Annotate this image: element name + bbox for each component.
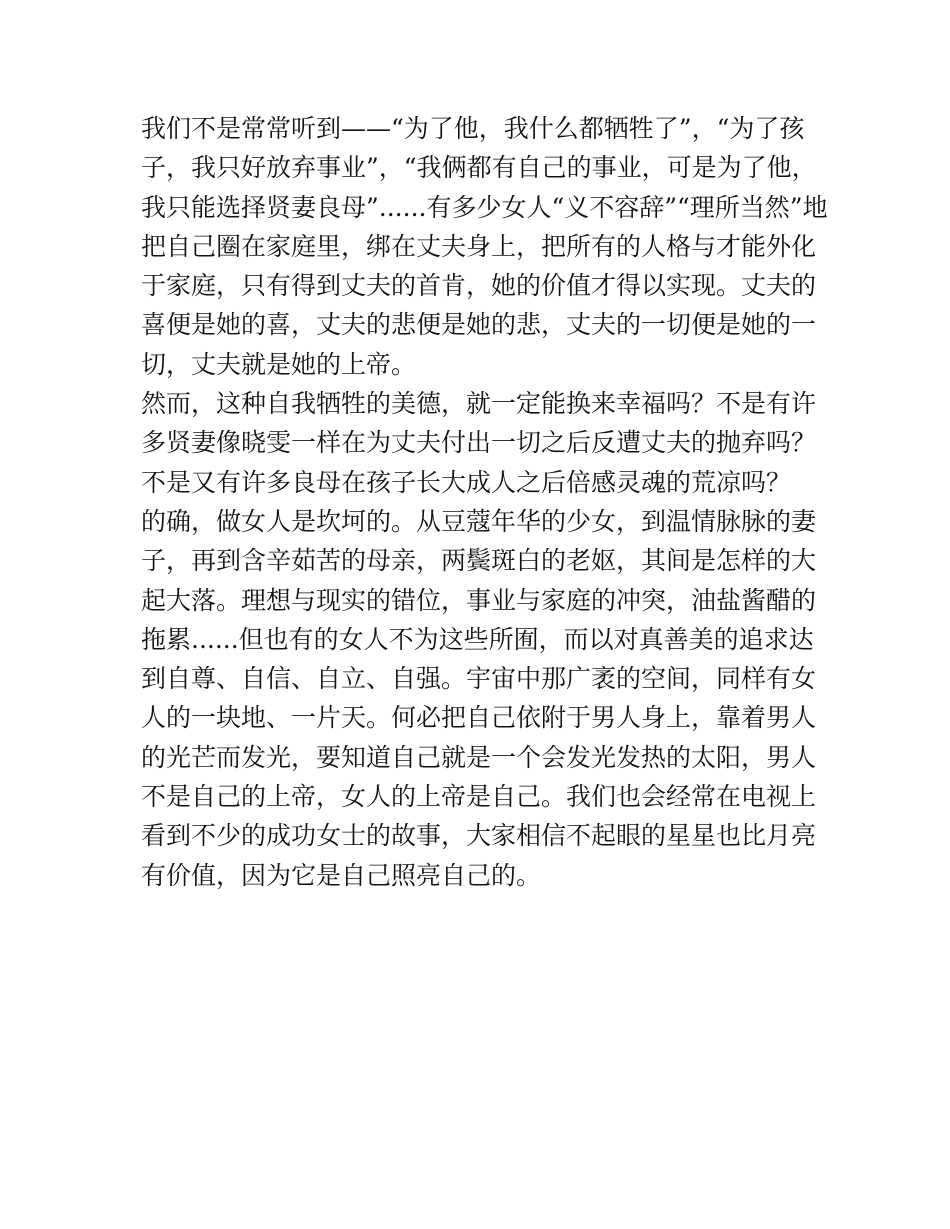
text-line: 人的一块地、一片天。何必把自己依附于男人身上，靠着男人 <box>141 703 817 733</box>
text-line: 到自尊、自信、自立、自强。宇宙中那广袤的空间，同样有女 <box>141 664 817 694</box>
text-line: 于家庭，只有得到丈夫的首肯，她的价值才得以实现。丈夫的 <box>141 271 817 301</box>
text-line: 的光芒而发光，要知道自己就是一个会发光发热的太阳，男人 <box>141 742 817 772</box>
text-line: 我们不是常常听到——“为了他，我什么都牺牲了”，“为了孩 <box>141 114 805 143</box>
text-line: 看到不少的成功女士的故事，大家相信不起眼的星星也比月亮 <box>141 821 817 851</box>
text-line: 多贤妻像晓雯一样在为丈夫付出一切之后反遭丈夫的抛弃吗？ <box>141 428 817 458</box>
text-line: 把自己圈在家庭里，绑在丈夫身上，把所有的人格与才能外化 <box>141 231 817 261</box>
text-line: 子，我只好放弃事业”，“我俩都有自己的事业，可是为了他， <box>141 153 817 183</box>
text-line: 的确，做女人是坎坷的。从豆蔻年华的少女，到温情脉脉的妻 <box>141 506 817 536</box>
text-line: 有价值，因为它是自己照亮自己的。 <box>141 860 542 890</box>
text-line: 然而，这种自我牺牲的美德，就一定能换来幸福吗？不是有许 <box>141 389 817 419</box>
text-line: 不是自己的上帝，女人的上帝是自己。我们也会经常在电视上 <box>141 782 817 812</box>
text-line: 切，丈夫就是她的上帝。 <box>141 349 417 379</box>
text-line: 不是又有许多良母在孩子长大成人之后倍感灵魂的荒凉吗？ <box>141 467 792 497</box>
text-line: 起大落。理想与现实的错位，事业与家庭的冲突，油盐酱醋的 <box>141 585 817 615</box>
text-line: 拖累......但也有的女人不为这些所囿，而以对真善美的追求达 <box>141 624 814 654</box>
text-line: 喜便是她的喜，丈夫的悲便是她的悲，丈夫的一切便是她的一 <box>141 310 817 340</box>
text-line: 我只能选择贤妻良母”......有多少女人“义不容辞”“理所当然”地 <box>141 192 828 222</box>
essay-body <box>141 109 831 895</box>
text-line: 子，再到含辛茹苦的母亲，两鬓斑白的老妪，其间是怎样的大 <box>141 546 817 576</box>
